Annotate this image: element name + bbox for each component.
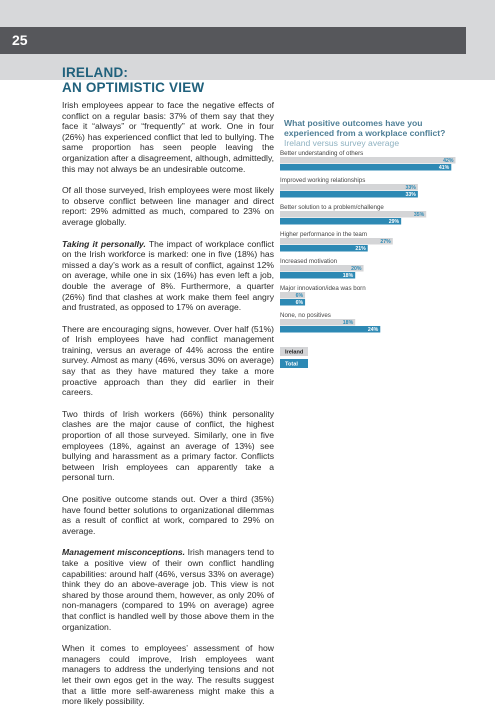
body-text-column [62, 100, 274, 718]
paragraph-lead: Management misconceptions. [62, 547, 185, 558]
data-label: 21% [355, 246, 366, 253]
data-label: 33% [405, 185, 416, 192]
outcomes-bar-chart [280, 145, 475, 385]
category-label: None, no positives [280, 312, 331, 319]
section-title-line1: IRELAND: [62, 65, 129, 80]
data-label: 24% [367, 327, 379, 334]
bar-ireland [280, 184, 418, 191]
bar-ireland [280, 211, 426, 218]
data-label: 18% [342, 273, 354, 280]
data-label: 6% [295, 300, 304, 307]
paragraph: Two thirds of Irish workers (66%) think personality clashes are the major cause of conflict, the highest proportion of all those surveyed. Similarly, one in five employees (18%, against an average of 13%) see bullying and harassment as a primary factor. Conflicts between Irish employees can apparently take a personal turn. [62, 408, 274, 483]
data-label: 18% [342, 320, 354, 327]
data-label: 35% [413, 212, 425, 219]
bar-ireland [280, 157, 455, 164]
data-label: 33% [405, 192, 416, 199]
paragraph: When it comes to employees’ assessment of how managers could improve, Irish employees want managers to address the underlying tensions and not let their own egos get in the way. The results suggest that a little more self-awareness might make this a more likely possibility. [62, 643, 274, 707]
bar-total [280, 326, 380, 333]
page-number-tab [0, 27, 466, 54]
paragraph: There are encouraging signs, however. Over half (51%) of Irish employees have had conflict management training, versus an average of 44% across the entire survey. Almost as many (46%, versus 30% on average) say that as they have matured they take a more proactive approach than they did earlier in their careers. [62, 323, 274, 398]
data-label: 6% [295, 293, 304, 300]
category-label: Major innovation/idea was born [280, 285, 366, 292]
legend-label: Ireland [285, 349, 304, 356]
category-label: Better understanding of others [280, 150, 364, 157]
section-title [62, 65, 204, 95]
data-label: 42% [443, 158, 454, 165]
data-label: 27% [380, 239, 391, 246]
page-number: 25 [12, 32, 28, 48]
paragraph: Taking it personally. The impact of workplace conflict on the Irish workforce is marked: one in five (18%) has missed a day’s work as a result of conflict, against 12% on average, while one in six (16%) has even left a job, double the average of 8%. Furthermore, a quarter (26%) find that clashes at work make them feel angry and frustrated, as opposed to 17% on average. [62, 238, 274, 313]
data-label: 29% [388, 219, 400, 226]
chart-title-block [284, 118, 474, 148]
bar-total [280, 191, 418, 198]
data-label: 41% [438, 165, 450, 172]
bar-ireland [280, 238, 393, 245]
category-label: Increased motivation [280, 258, 338, 265]
category-label: Better solution to a problem/challenge [280, 204, 384, 211]
bar-total [280, 218, 401, 225]
category-label: Higher performance in the team [280, 231, 368, 238]
paragraph: Of all those surveyed, Irish employees were most likely to observe conflict between line manager and direct report: 29% admitted as much, compared to 23% on average globally. [62, 185, 274, 227]
paragraph: Irish employees appear to face the negative effects of conflict on a regular basis: 37% of them say that they face it “always” or “frequently” at work. One in four (26%) has experienced conflict that led to bullying. The same proportion has seen people leaving the organization after a disagreement, although, admittedly, this may not always be an undesirable outcome. [62, 100, 274, 174]
bar-total [280, 164, 451, 171]
paragraph-lead: Taking it personally. [62, 238, 146, 249]
paragraph: Management misconceptions. Irish managers tend to take a positive view of their own conflict handling capabilities: around half (46%, versus 33% on average) think they do an above-average job. This view is not shared by those around them, however, as only 20% of non-managers (compared to 19% on average) agree that conflict is handled well by those above them in the organization. [62, 547, 274, 632]
chart-subtitle: Ireland versus survey average [284, 138, 400, 148]
paragraph: One positive outcome stands out. Over a third (35%) have found better solutions to organizational dilemmas as a result of conflict at work, compared to 29% on average. [62, 494, 274, 536]
data-label: 20% [351, 266, 362, 273]
legend-label: Total [285, 361, 298, 368]
section-title-line2: AN OPTIMISTIC VIEW [62, 80, 205, 95]
chart-title: What positive outcomes have you experienced from a workplace conflict? [284, 118, 446, 138]
category-label: Improved working relationships [280, 177, 366, 184]
